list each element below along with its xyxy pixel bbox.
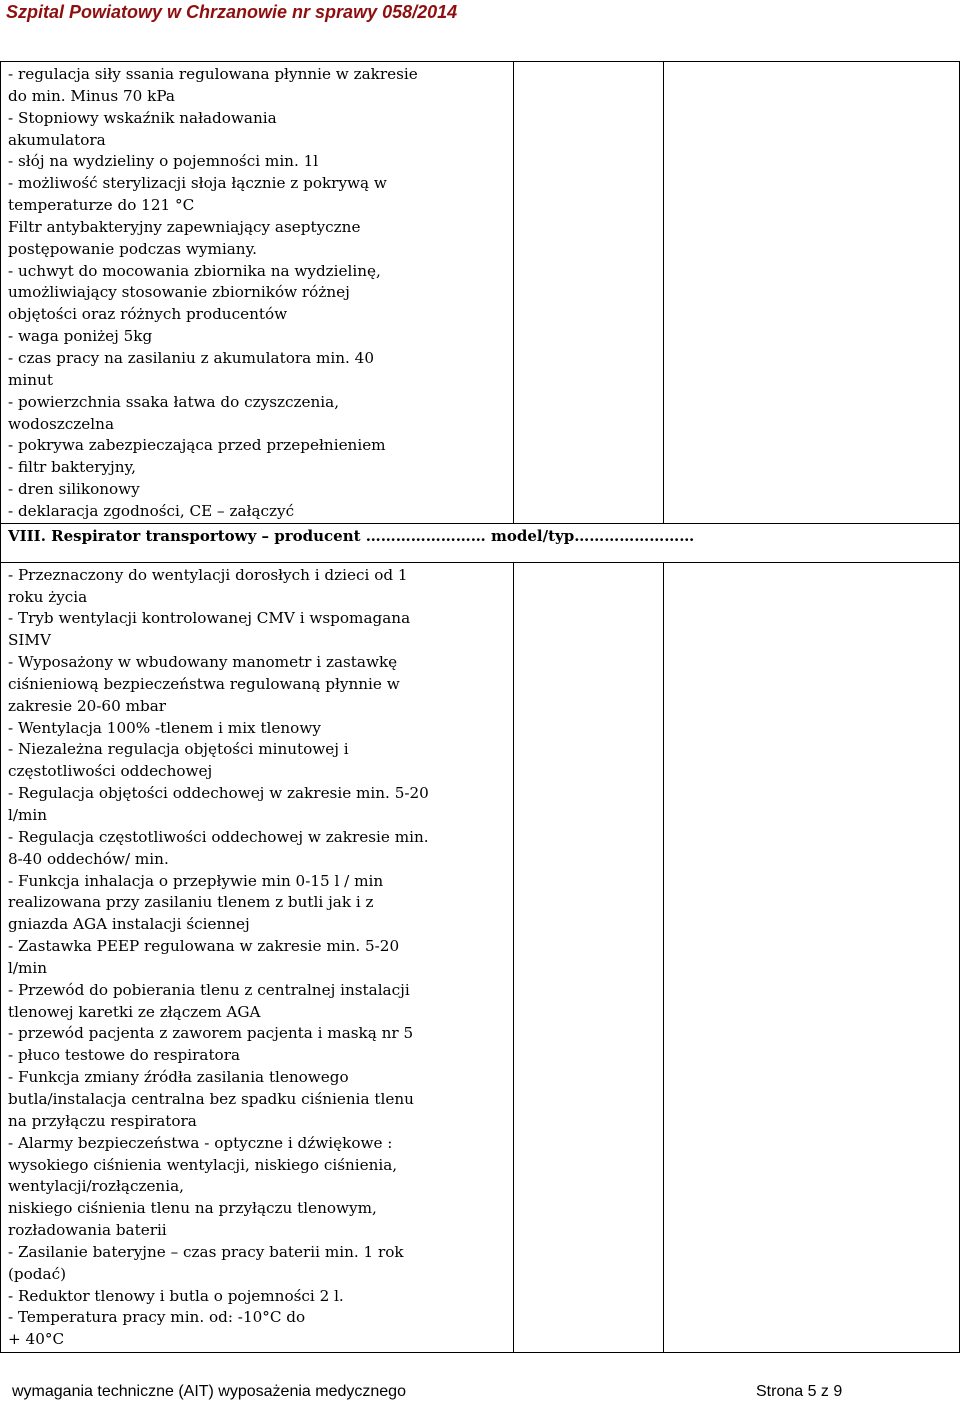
spec-line: - powierzchnia ssaka łatwa do czyszczenia, — [8, 392, 340, 411]
spec-line: umożliwiający stosowanie zbiorników różnej — [8, 283, 350, 302]
spec-line: zakresie 20-60 mbar — [8, 696, 167, 715]
spec-line: - regulacja siły ssania regulowana płynnie w zakresie — [8, 65, 418, 83]
spec-line: butla/instalacja centralna bez spadku ciśnienia tlenu — [8, 1089, 414, 1108]
empty-cell — [664, 62, 960, 524]
spec-line: - Przewód do pobierania tlenu z centralnej instalacji — [8, 980, 410, 999]
spec-line: - Regulacja częstotliwości oddechowej w zakresie min. — [8, 827, 429, 846]
requirements-cell — [1, 562, 514, 1352]
spec-line: - Wyposażony w wbudowany manometr i zastawkę — [8, 653, 398, 672]
spec-line: tlenowej karetki ze złączem AGA — [8, 1002, 261, 1021]
requirements-cell — [1, 62, 514, 524]
spec-line: - Funkcja zmiany źródła zasilania tlenowego — [8, 1068, 349, 1087]
spec-line: - filtr bakteryjny, — [8, 458, 136, 477]
spec-line: ciśnieniową bezpieczeństwa regulowaną płynnie w — [8, 674, 400, 693]
spec-line: gniazda AGA instalacji ściennej — [8, 915, 250, 934]
spec-line: - pokrywa zabezpieczająca przed przepełnieniem — [8, 436, 386, 455]
requirements-text — [1, 62, 513, 523]
empty-cell — [514, 62, 664, 524]
spec-line: - uchwyt do mocowania zbiornika na wydzielinę, — [8, 261, 381, 280]
spec-line: 8-40 oddechów/ min. — [8, 849, 169, 868]
spec-line: + 40°C — [8, 1330, 65, 1349]
spec-line: wysokiego ciśnienia wentylacji, niskiego ciśnienia, — [8, 1155, 398, 1174]
spec-line: Filtr antybakteryjny zapewniający aseptyczne — [8, 217, 361, 236]
spec-line: l/min — [8, 958, 48, 977]
spec-line: minut — [8, 370, 53, 389]
empty-cell — [514, 562, 664, 1352]
footer-doc-title: wymagania techniczne (AIT) wyposażenia medycznego — [12, 1383, 406, 1400]
spec-line: - Reduktor tlenowy i butla o pojemności 2 l. — [8, 1286, 344, 1305]
spec-line: realizowana przy zasilaniu tlenem z butli jak i z — [8, 893, 374, 912]
spec-line: niskiego ciśnienia tlenu na przyłączu tlenowym, — [8, 1199, 377, 1218]
spec-line: - Niezależna regulacja objętości minutowej i — [8, 740, 349, 759]
spec-line: - dren silikonowy — [8, 480, 140, 499]
page-header: Szpital Powiatowy w Chrzanowie nr sprawy 058/2014 — [6, 2, 458, 22]
spec-line: postępowanie podczas wymiany. — [8, 239, 257, 258]
spec-line: częstotliwości oddechowej — [8, 762, 213, 781]
spec-line: - Wentylacja 100% -tlenem i mix tlenowy — [8, 718, 321, 737]
spec-line: - możliwość sterylizacji słoja łącznie z pokrywą w — [8, 174, 387, 193]
table-row — [1, 62, 960, 524]
requirements-text — [1, 563, 513, 1351]
spec-line: akumulatora — [8, 130, 106, 149]
table-row — [1, 523, 960, 562]
footer-page-number: Strona 5 z 9 — [756, 1383, 843, 1400]
spec-line: - Temperatura pracy min. od: -10°C do — [8, 1308, 306, 1327]
spec-line: wentylacji/rozłączenia, — [8, 1177, 184, 1196]
spec-line: SIMV — [8, 631, 51, 650]
spec-line: - Tryb wentylacji kontrolowanej CMV i wspomagana — [8, 609, 411, 628]
spec-table — [0, 61, 960, 1353]
spec-line: l/min — [8, 806, 48, 824]
spec-line: - słój na wydzieliny o pojemności min. 1l — [8, 152, 319, 171]
spec-line: roku życia — [8, 587, 88, 606]
spec-line: (podać) — [8, 1264, 66, 1283]
spec-line: wodoszczelna — [8, 414, 114, 433]
section-heading: VIII. Respirator transportowy – producent …………………… model/typ…………………… — [8, 526, 695, 545]
spec-line: do min. Minus 70 kPa — [8, 86, 175, 105]
table-row — [1, 562, 960, 1352]
spec-line: - Zastawka PEEP regulowana w zakresie min. 5-20 — [8, 937, 400, 956]
spec-line: - Regulacja objętości oddechowej w zakresie min. 5-20 — [8, 784, 429, 803]
spec-line: - Przeznaczony do wentylacji dorosłych i dzieci od 1 — [8, 565, 408, 584]
spec-line: - płuco testowe do respiratora — [8, 1046, 241, 1065]
spec-line: na przyłączu respiratora — [8, 1111, 197, 1130]
spec-line: - waga poniżej 5kg — [8, 327, 153, 346]
spec-line: - przewód pacjenta z zaworem pacjenta i maską nr 5 — [8, 1024, 414, 1043]
spec-line: rozładowania baterii — [8, 1221, 167, 1240]
spec-line: - Funkcja inhalacja o przepływie min 0-15 l / min — [8, 871, 384, 890]
spec-line: - Stopniowy wskaźnik naładowania — [8, 108, 277, 127]
spec-line: - deklaracja zgodności, CE – załączyć — [8, 501, 295, 520]
spec-line: - Zasilanie bateryjne – czas pracy baterii min. 1 rok — [8, 1242, 404, 1261]
spec-line: objętości oraz różnych producentów — [8, 305, 288, 324]
spec-line: temperaturze do 121 °C — [8, 196, 195, 215]
spec-line: - czas pracy na zasilaniu z akumulatora min. 40 — [8, 348, 374, 367]
section-heading-cell — [1, 523, 960, 562]
empty-cell — [664, 562, 960, 1352]
spec-line: - Alarmy bezpieczeństwa - optyczne i dźwiękowe : — [8, 1133, 393, 1152]
